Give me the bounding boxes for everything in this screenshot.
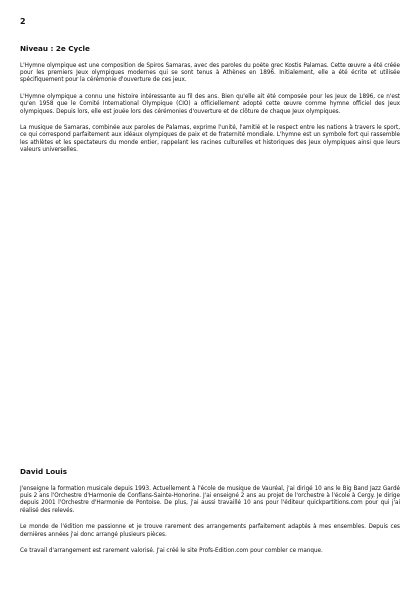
level-heading: Niveau : 2e Cycle bbox=[20, 44, 90, 53]
page-number: 2 bbox=[20, 17, 26, 26]
author-site-paragraph: Ce travail d'arrangement est rarement valorisé. J'ai créé le site Profs-Edition.com pour combler ce manque. bbox=[20, 548, 323, 555]
author-section bbox=[20, 467, 400, 555]
hymn-meaning-paragraph: La musique de Samaras, combinée aux paroles de Palamas, exprime l'unité, l'amitié et le respect entre les nations à travers le sport, ce qui correspond parfaitement aux idéaux olympiques de paix et de fraternité mondiale. L'hymne est un symbole fort qui rassemble les athlètes et les spectateurs du monde entier, rappelant les racines culturelles et historiques des Jeux olympiques ainsi que leurs valeurs universelles. bbox=[20, 125, 400, 153]
author-editing-paragraph: Le monde de l'édition me passionne et je trouve rarement des arrangements parfaitement adaptés à mes ensembles. Depuis ces dernières années j'ai donc arrangé plusieurs pièces. bbox=[20, 524, 400, 538]
level-section bbox=[20, 44, 400, 154]
author-career-paragraph: J'enseigne la formation musicale depuis 1993. Actuellement à l'école de musique de Vauréal, j'ai dirigé 10 ans le Big Band Jazz Gardé puis 2 ans l'Orchestre d'Harmonie de Conflans-Sainte-Honorine. J'ai enseigné 2 ans au projet de l'orchestre à l'école à Cergy. Je dirige depuis 2001 l'Orchestre d'Harmonie de Pontoise. De plus, j'ai aussi travaillé 10 ans pour l'éditeur quickpartitions.com pour qui j'ai réalisé des relevés. bbox=[20, 486, 400, 514]
hymn-history-paragraph: L'Hymne olympique a connu une histoire intéressante au fil des ans. Bien qu'elle ait été composée pour les Jeux de 1896, ce n'est qu'en 1958 que le Comité International Olympique (CIO) a officiellement adopté cette œuvre comme hymne officiel des Jeux olympiques. Depuis lors, elle est jouée lors des cérémonies d'ouverture et de clôture de chaque Jeux olympiques. bbox=[20, 94, 400, 115]
author-heading: David Louis bbox=[20, 467, 67, 476]
hymn-origin-paragraph: L'Hymne olympique est une composition de Spiros Samaras, avec des paroles du poète grec Kostis Palamas. Cette œuvre a été créée pour les premiers Jeux olympiques modernes qui se sont tenus à Athènes en 1896. Initialement, elle a été écrite et utilisée spécifiquement pour la cérémonie d'ouverture de ces jeux. bbox=[20, 63, 400, 84]
